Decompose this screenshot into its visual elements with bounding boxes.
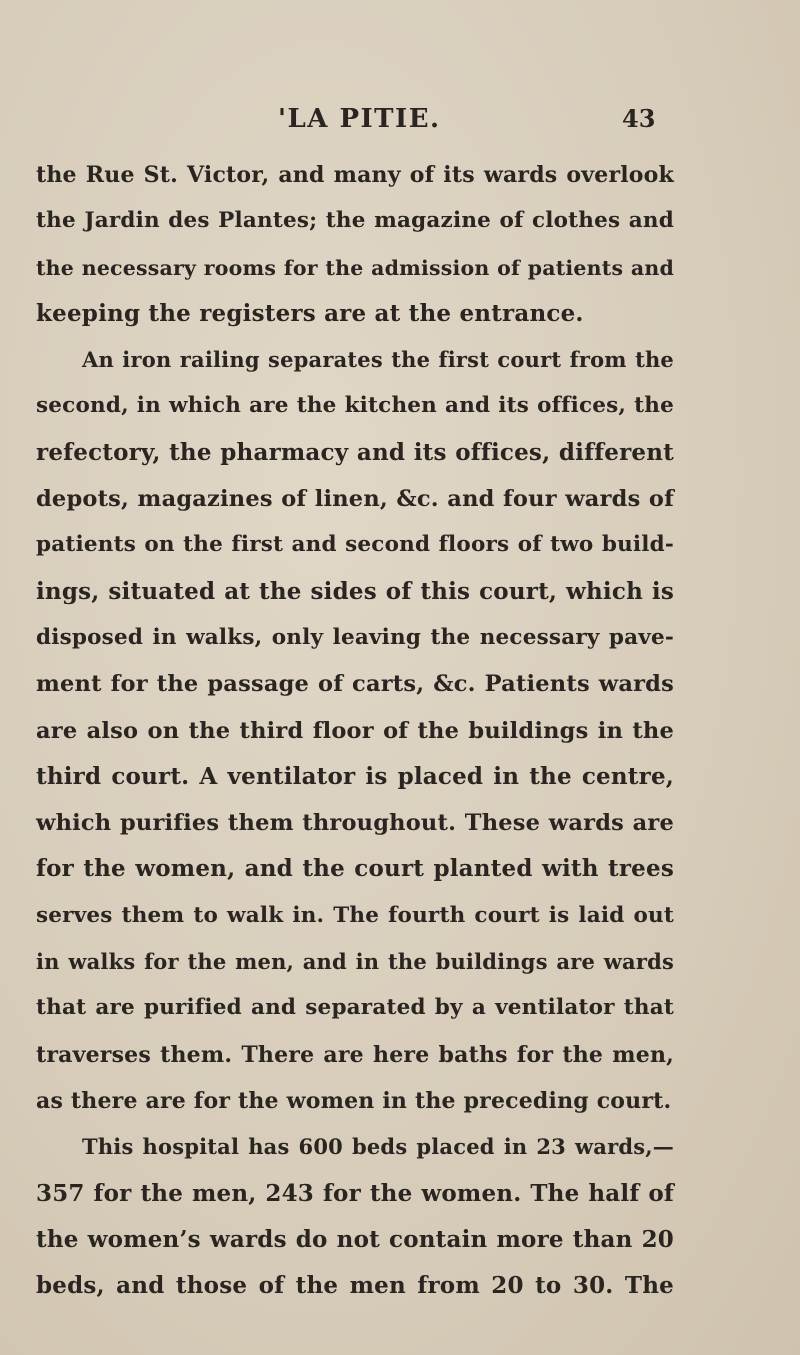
text-line: keeping the registers are at the entrance. (36, 299, 584, 327)
text-line: the Jardin des Plantes; the magazine of clothes and (36, 208, 674, 234)
text-line: the necessary rooms for the admission of patients and (36, 255, 674, 280)
text-line: beds, and those of the men from 20 to 30. The (36, 1272, 674, 1300)
text-line: depots, magazines of linen, &c. and four wards of (36, 486, 674, 513)
text-line: which purifies them throughout. These wards are (36, 810, 674, 837)
running-title: 'LA PITIE. (278, 104, 441, 134)
text-line: the women’s wards do not contain more than 20 (36, 1225, 674, 1253)
text-line: in walks for the men, and in the buildings are wards (36, 949, 674, 975)
text-line: ment for the passage of carts, &c. Patients wards (36, 671, 674, 698)
text-line: for the women, and the court planted with trees (36, 855, 674, 883)
text-line: the Rue St. Victor, and many of its wards overlook (36, 162, 674, 188)
text-line: as there are for the women in the preceding court. (36, 1087, 672, 1114)
text-line: that are purified and separated by a ventilator that (36, 995, 674, 1021)
page-number: 43 (622, 104, 656, 133)
text-line: third court. A ventilator is placed in the centre, (36, 762, 674, 790)
text-line: patients on the first and second floors of two build- (36, 532, 674, 558)
text-line: refectory, the pharmacy and its offices, different (36, 438, 674, 466)
text-line: This hospital has 600 beds placed in 23 wards,— (82, 1134, 674, 1160)
text-line: 357 for the men, 243 for the women. The half of (36, 1179, 674, 1207)
text-line: second, in which are the kitchen and its offices, the (36, 393, 674, 419)
text-line: serves them to walk in. The fourth court is laid out (36, 902, 674, 928)
body-text (36, 152, 674, 1309)
text-line: are also on the third floor of the buildings in the (36, 717, 674, 744)
text-line: disposed in walks, only leaving the necessary pave- (36, 624, 674, 650)
text-line: An iron railing separates the first court from the (82, 347, 674, 373)
text-line: traverses them. There are here baths for the men, (36, 1041, 674, 1068)
running-head (0, 104, 800, 144)
text-line: ings, situated at the sides of this court, which is (36, 577, 674, 605)
